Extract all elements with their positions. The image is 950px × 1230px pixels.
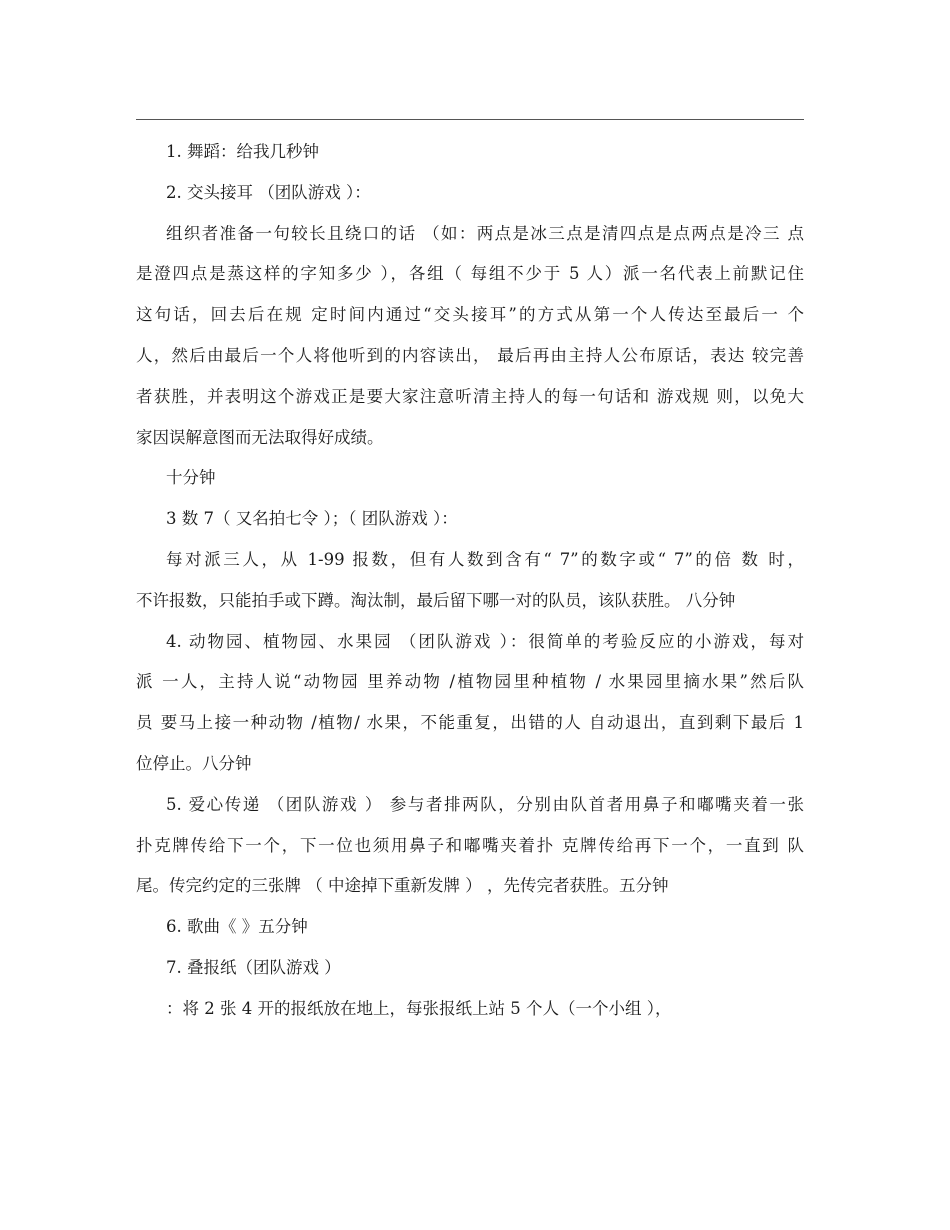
text-line: 扑克牌传给下一个，下一位也须用鼻子和嘟嘴夹着扑 克牌传给再下一个，一直到 队 <box>136 835 804 855</box>
text-line: 十分钟 <box>166 468 216 488</box>
text-line: 位停止。八分钟 <box>136 753 252 773</box>
text-line: 员 要马上接一种动物 /植物/ 水果，不能重复，出错的人 自动退出，直到剩下最后 1 <box>136 713 804 733</box>
text-line: ：将 2 张 4 开的报纸放在地上，每张报纸上站 5 个人（一个小组 ）， <box>166 998 672 1018</box>
text-line: 6. 歌曲《 》五分钟 <box>166 917 308 937</box>
document-body <box>136 132 804 1030</box>
text-line: 人，然后由最后一个人将他听到的内容读出， 最后再由主持人公布原话，表达 较完善 <box>136 345 804 365</box>
text-line: 家因误解意图而无法取得好成绩。 <box>136 427 384 447</box>
text-line: 1. 舞蹈：给我几秒钟 <box>166 142 319 161</box>
text-line: 尾。传完约定的三张牌 （ 中途掉下重新发牌 ） ，先传完者获胜。五分钟 <box>136 876 669 896</box>
text-line: 4. 动物园、植物园、水果园 （团队游戏 ）：很简单的考验反应的小游戏，每对 <box>166 631 804 651</box>
text-line: 2. 交头接耳 （团队游戏 ）： <box>166 182 371 202</box>
header-rule <box>136 119 804 120</box>
text-line: 这句话，回去后在规 定时间内通过“交头接耳”的方式从第一个人传达至最后一 个 <box>136 305 804 325</box>
text-line: 7. 叠报纸（团队游戏 ） <box>166 957 341 977</box>
text-line: 每对派三人，从 1-99 报数，但有人数到含有“ 7”的数字或“ 7”的倍 数 时， <box>166 549 804 569</box>
text-line: 是澄四点是蒸这样的字知多少 ），各组（ 每组不少于 5 人）派一名代表上前默记住 <box>136 264 804 284</box>
text-line: 者获胜，并表明这个游戏正是要大家注意听清主持人的每一句话和 游戏规 则，以免大 <box>136 386 804 406</box>
text-line: 不许报数，只能拍手或下蹲。淘汰制，最后留下哪一对的队员，该队获胜。 八分钟 <box>136 590 736 610</box>
text-line: 5. 爱心传递 （团队游戏 ） 参与者排两队，分别由队首者用鼻子和嘟嘴夹着一张 <box>166 794 804 814</box>
text-line: 派 一人，主持人说“动物园 里养动物 /植物园里种植物 / 水果园里摘水果”然后队 <box>136 672 804 692</box>
text-line: 3 数 7（ 又名拍七令 ）；（ 团队游戏 ）： <box>166 509 458 529</box>
text-line: 组织者准备一句较长且绕口的话 （如：两点是冰三点是清四点是点两点是冷三 点 <box>166 223 804 243</box>
